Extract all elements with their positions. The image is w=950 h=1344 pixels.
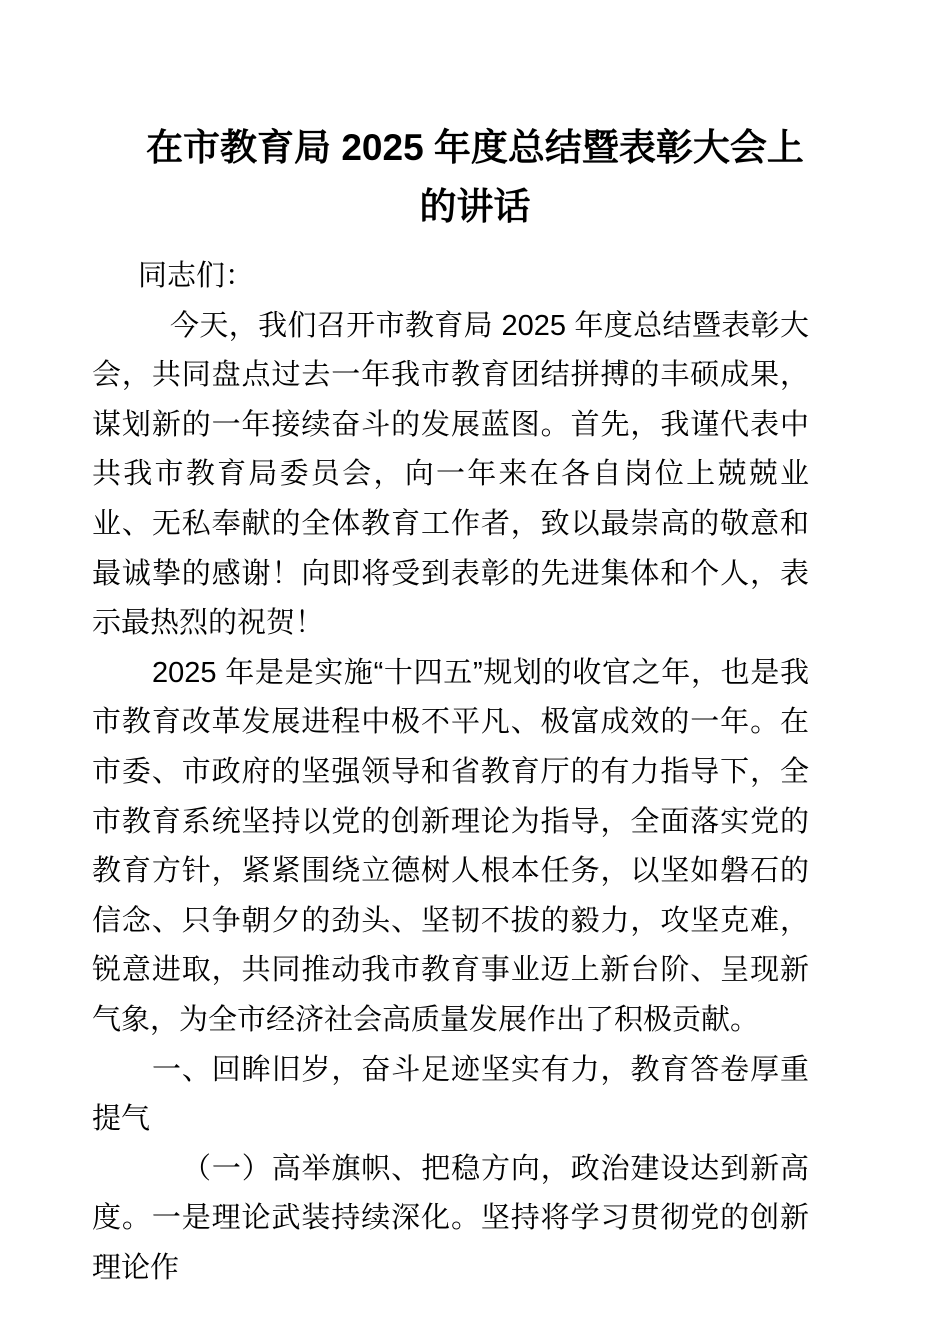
title-line-1: 在市教育局 2025 年度总结暨表彰大会上 [146, 127, 804, 168]
paragraph-subsection-1: （一）高举旗帜、把稳方向，政治建设达到新高度。一是理论武装持续深化。坚持将学习贯彻党的创新理论作 [92, 1152, 809, 1284]
section-heading-1: 一、回眸旧岁，奋斗足迹坚实有力，教育答卷厚重提气 [92, 1053, 809, 1136]
salutation: 同志们： [138, 260, 255, 292]
paragraph-year-review: 2025 年是是实施“十四五”规划的收官之年，也是我市教育改革发展进程中极不平凡、极富成效的一年。在市委、市政府的坚强领导和省教育厅的有力指导下，全市教育系统坚持以党的创新理论为指导，全面落实党的教育方针，紧紧围绕立德树人根本任务，以坚如磐石的信念、只争朝夕的劲头、坚韧不拔的毅力，攻坚克难，锐意进取，共同推动我市教育事业迈上新台阶、呈现新气象，为全市经济社会高质量发展作出了积极贡献。 [92, 656, 809, 1036]
paragraph-opening: 今天，我们召开市教育局 2025 年度总结暨表彰大会，共同盘点过去一年我市教育团结拼搏的丰硕成果，谋划新的一年接续奋斗的发展蓝图。首先，我谨代表中共我市教育局委员会，向一年来在各自岗位上兢兢业业、无私奉献的全体教育工作者，致以最崇高的敬意和最诚挚的感谢！向即将受到表彰的先进集体和个人，表示最热烈的祝贺！ [92, 309, 809, 640]
title-line-2: 的讲话 [419, 186, 531, 227]
document-title [92, 118, 858, 236]
